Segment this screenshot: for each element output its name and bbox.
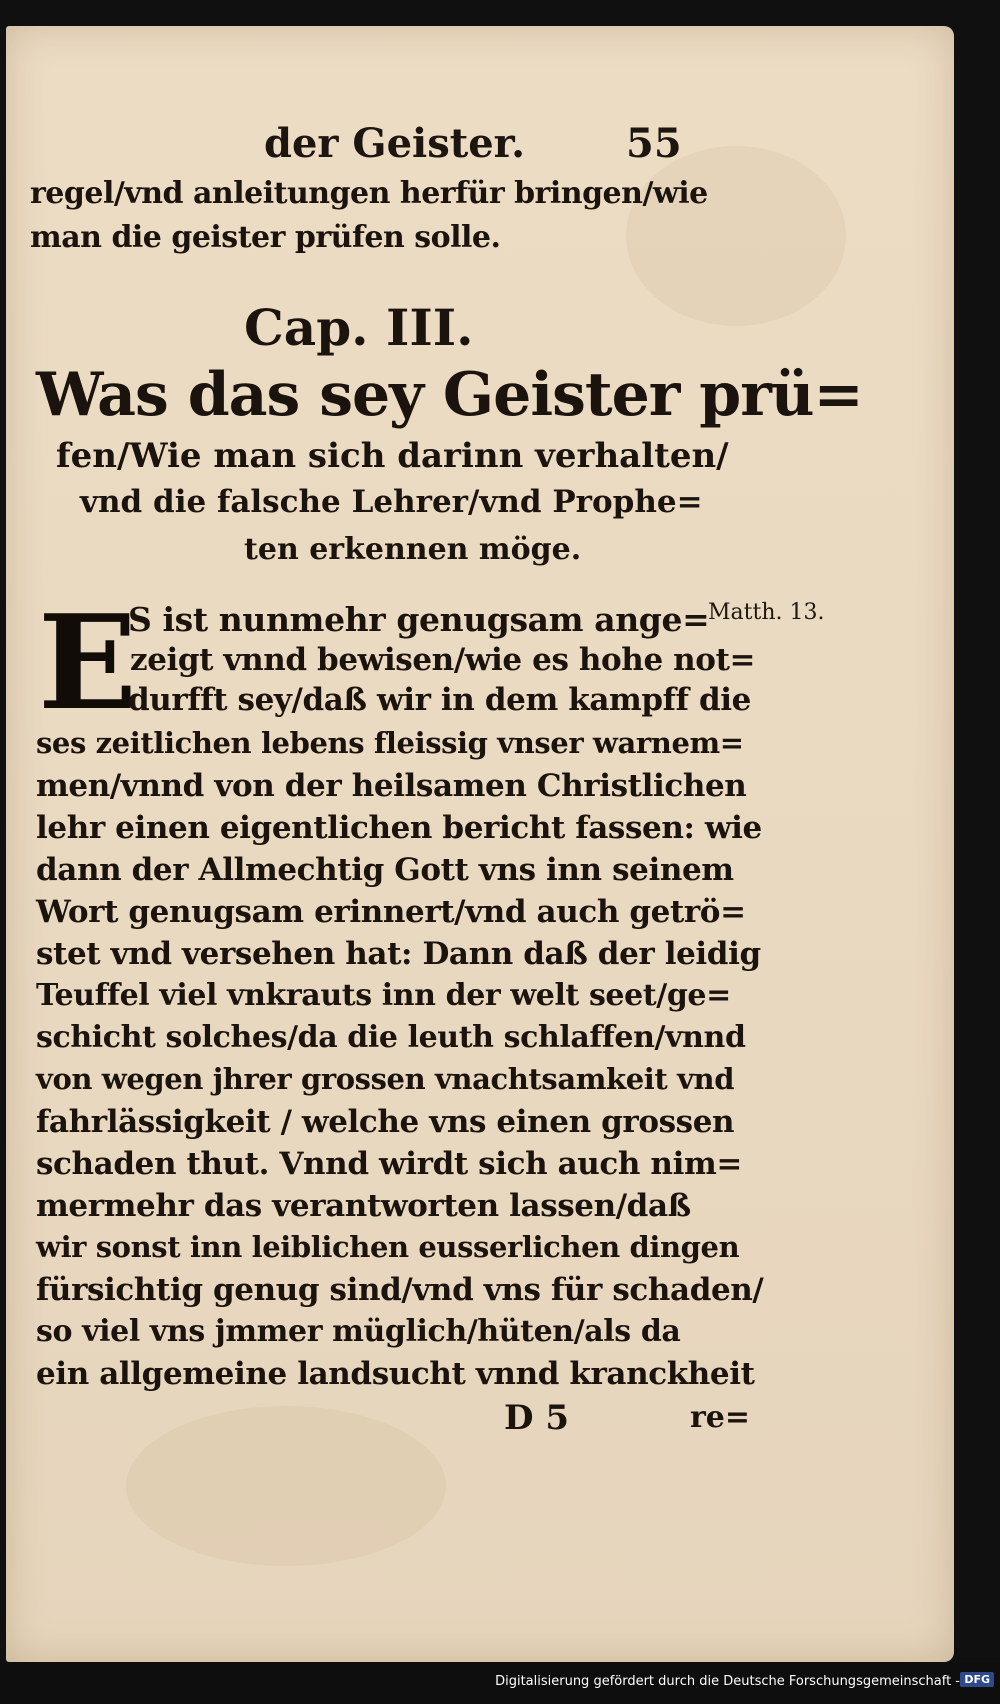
body-line: durfft sey/daß wir in dem kampff die (128, 682, 751, 718)
book-page (6, 26, 954, 1662)
dfg-logo: DFG (960, 1672, 994, 1687)
initial-letter: E (38, 586, 138, 739)
body-line: von wegen jhrer grossen vnachtsamkeit vnd (36, 1062, 735, 1096)
marginal-note: Matth. 13. (708, 600, 825, 625)
body-line: dann der Allmechtig Gott vns inn seinem (36, 852, 734, 888)
body-line: fahrlässigkeit / welche vns einen grossen (36, 1104, 735, 1140)
body-line: mermehr das verantworten lassen/daß (36, 1188, 691, 1224)
chapter-heading-line: fen/Wie man sich darinn verhalten/ (56, 436, 729, 476)
body-line: zeigt vnnd bewisen/wie es hohe not= (130, 642, 756, 678)
body-line: stet vnd versehen hat: Dann daß der leidig (36, 936, 761, 972)
body-line: so viel vns jmmer müglich/hüten/als da (36, 1314, 681, 1349)
carry-over-line: regel/vnd anleitungen herfür bringen/wie (30, 176, 708, 211)
body-line: fürsichtig genug sind/vnd vns für schaden/ (36, 1272, 764, 1308)
body-line: ein allgemeine landsucht vnnd kranckheit (36, 1356, 755, 1392)
body-line: Teuffel viel vnkrauts inn der welt seet/ge= (36, 978, 731, 1013)
running-title: der Geister. (264, 120, 525, 167)
chapter-heading-line: Was das sey Geister prü= (36, 360, 863, 430)
chapter-label: Cap. III. (244, 298, 474, 357)
body-line: schicht solches/da die leuth schlaffen/vnnd (36, 1020, 746, 1055)
signature-mark: D 5 (504, 1398, 569, 1438)
running-head (6, 120, 726, 180)
page-number: 55 (626, 120, 682, 167)
body-line: men/vnnd von der heilsamen Christlichen (36, 768, 747, 804)
body-line: lehr einen eigentlichen bericht fassen: wie (36, 810, 762, 846)
chapter-heading-line: ten erkennen möge. (244, 532, 582, 567)
chapter-heading-line: vnd die falsche Lehrer/vnd Prophe= (80, 484, 703, 520)
body-line: schaden thut. Vnnd wirdt sich auch nim= (36, 1146, 742, 1182)
footer-bar (0, 1662, 1000, 1704)
paper-stain (126, 1406, 446, 1566)
footer-credit: Digitalisierung gefördert durch die Deutsche Forschungsgemeinschaft - (495, 1674, 960, 1689)
carry-over-line: man die geister prüfen solle. (30, 220, 501, 255)
body-line: S ist nunmehr genugsam ange= (128, 600, 710, 639)
body-line: Wort genugsam erinnert/vnd auch getrö= (36, 894, 746, 930)
body-line: ses zeitlichen lebens fleissig vnser warnem= (36, 726, 744, 760)
body-line: wir sonst inn leiblichen eusserlichen dingen (36, 1230, 740, 1264)
catchword: re= (690, 1400, 751, 1435)
